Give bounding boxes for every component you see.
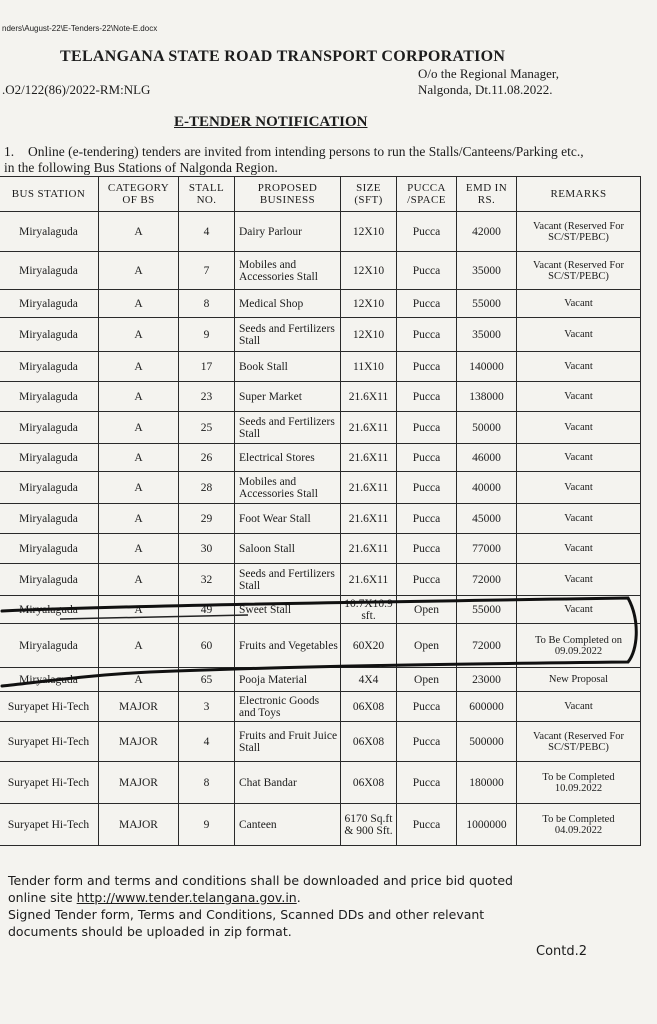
cell-size: 21.6X11 bbox=[341, 444, 397, 472]
cell-emd: 46000 bbox=[457, 444, 517, 472]
table-body bbox=[0, 212, 641, 846]
cell-stall-no: 4 bbox=[179, 722, 235, 762]
cell-station: Miryalaguda bbox=[0, 382, 99, 412]
table-row bbox=[0, 252, 641, 290]
cell-stall-no: 29 bbox=[179, 504, 235, 534]
cell-size: 12X10 bbox=[341, 212, 397, 252]
header-category: CATEGORY OF BS bbox=[99, 177, 179, 212]
cell-size: 10.7X10.9 sft. bbox=[341, 596, 397, 624]
cell-remarks: Vacant bbox=[517, 290, 641, 318]
cell-stall-no: 23 bbox=[179, 382, 235, 412]
intro-paragraph bbox=[4, 144, 594, 176]
cell-emd: 45000 bbox=[457, 504, 517, 534]
office-address bbox=[418, 66, 559, 98]
cell-pucca-space: Pucca bbox=[397, 534, 457, 564]
cell-remarks: To be Completed 10.09.2022 bbox=[517, 762, 641, 804]
cell-pucca-space: Pucca bbox=[397, 564, 457, 596]
table-row bbox=[0, 352, 641, 382]
cell-station: Miryalaguda bbox=[0, 352, 99, 382]
cell-remarks: Vacant (Reserved For SC/ST/PEBC) bbox=[517, 722, 641, 762]
cell-category: A bbox=[99, 318, 179, 352]
footer-line-3: Signed Tender form, Terms and Conditions, Scanned DDs and other relevant bbox=[8, 907, 485, 922]
cell-business: Dairy Parlour bbox=[235, 212, 341, 252]
cell-category: A bbox=[99, 624, 179, 668]
cell-business: Mobiles and Accessories Stall bbox=[235, 252, 341, 290]
cell-station: Miryalaguda bbox=[0, 624, 99, 668]
cell-category: A bbox=[99, 596, 179, 624]
cell-pucca-space: Pucca bbox=[397, 252, 457, 290]
table-row bbox=[0, 290, 641, 318]
header-stall-no: STALL NO. bbox=[179, 177, 235, 212]
table-row bbox=[0, 596, 641, 624]
cell-emd: 72000 bbox=[457, 564, 517, 596]
cell-business: Fruits and Fruit Juice Stall bbox=[235, 722, 341, 762]
cell-business: Electrical Stores bbox=[235, 444, 341, 472]
cell-station: Miryalaguda bbox=[0, 444, 99, 472]
cell-pucca-space: Pucca bbox=[397, 472, 457, 504]
cell-pucca-space: Open bbox=[397, 668, 457, 692]
office-line-1: O/o the Regional Manager, bbox=[418, 66, 559, 81]
table-row bbox=[0, 668, 641, 692]
office-line-2: Nalgonda, Dt.11.08.2022. bbox=[418, 82, 553, 97]
cell-business: Seeds and Fertilizers Stall bbox=[235, 564, 341, 596]
table-row bbox=[0, 624, 641, 668]
footer-line-1: Tender form and terms and conditions shall be downloaded and price bid quoted bbox=[8, 873, 513, 888]
table-row bbox=[0, 504, 641, 534]
cell-business: Foot Wear Stall bbox=[235, 504, 341, 534]
cell-stall-no: 7 bbox=[179, 252, 235, 290]
cell-stall-no: 49 bbox=[179, 596, 235, 624]
cell-size: 12X10 bbox=[341, 290, 397, 318]
cell-emd: 50000 bbox=[457, 412, 517, 444]
cell-pucca-space: Pucca bbox=[397, 412, 457, 444]
cell-size: 11X10 bbox=[341, 352, 397, 382]
cell-stall-no: 25 bbox=[179, 412, 235, 444]
cell-remarks: Vacant bbox=[517, 564, 641, 596]
cell-size: 21.6X11 bbox=[341, 412, 397, 444]
cell-category: A bbox=[99, 668, 179, 692]
cell-size: 06X08 bbox=[341, 692, 397, 722]
cell-size: 12X10 bbox=[341, 318, 397, 352]
cell-size: 21.6X11 bbox=[341, 534, 397, 564]
cell-business: Canteen bbox=[235, 804, 341, 846]
footer-prefix: online site bbox=[8, 890, 77, 905]
cell-business: Pooja Material bbox=[235, 668, 341, 692]
cell-pucca-space: Pucca bbox=[397, 722, 457, 762]
cell-stall-no: 9 bbox=[179, 318, 235, 352]
cell-stall-no: 8 bbox=[179, 290, 235, 318]
cell-business: Saloon Stall bbox=[235, 534, 341, 564]
table-row bbox=[0, 472, 641, 504]
cell-size: 21.6X11 bbox=[341, 382, 397, 412]
cell-remarks: Vacant bbox=[517, 352, 641, 382]
cell-station: Miryalaguda bbox=[0, 504, 99, 534]
cell-business: Book Stall bbox=[235, 352, 341, 382]
cell-emd: 72000 bbox=[457, 624, 517, 668]
cell-station: Miryalaguda bbox=[0, 472, 99, 504]
cell-emd: 35000 bbox=[457, 318, 517, 352]
cell-pucca-space: Pucca bbox=[397, 692, 457, 722]
cell-stall-no: 17 bbox=[179, 352, 235, 382]
cell-category: A bbox=[99, 564, 179, 596]
table-row bbox=[0, 444, 641, 472]
cell-category: A bbox=[99, 472, 179, 504]
cell-pucca-space: Pucca bbox=[397, 352, 457, 382]
cell-stall-no: 30 bbox=[179, 534, 235, 564]
cell-pucca-space: Open bbox=[397, 596, 457, 624]
cell-station: Miryalaguda bbox=[0, 212, 99, 252]
cell-emd: 77000 bbox=[457, 534, 517, 564]
cell-category: A bbox=[99, 352, 179, 382]
cell-remarks: Vacant bbox=[517, 596, 641, 624]
cell-business: Electronic Goods and Toys bbox=[235, 692, 341, 722]
header-pucca-space: PUCCA /SPACE bbox=[397, 177, 457, 212]
cell-pucca-space: Pucca bbox=[397, 382, 457, 412]
cell-remarks: Vacant bbox=[517, 412, 641, 444]
cell-emd: 55000 bbox=[457, 290, 517, 318]
cell-emd: 180000 bbox=[457, 762, 517, 804]
table-row bbox=[0, 564, 641, 596]
file-path-header: nders\August-22\E-Tenders-22\Note-E.docx bbox=[2, 24, 158, 33]
cell-remarks: To Be Completed on 09.09.2022 bbox=[517, 624, 641, 668]
cell-station: Miryalaguda bbox=[0, 412, 99, 444]
notification-heading: E-TENDER NOTIFICATION bbox=[174, 114, 368, 130]
cell-pucca-space: Pucca bbox=[397, 444, 457, 472]
cell-pucca-space: Pucca bbox=[397, 290, 457, 318]
cell-business: Seeds and Fertilizers Stall bbox=[235, 318, 341, 352]
cell-emd: 140000 bbox=[457, 352, 517, 382]
cell-stall-no: 3 bbox=[179, 692, 235, 722]
footer-line-4: documents should be uploaded in zip format. bbox=[8, 924, 292, 939]
cell-remarks: Vacant bbox=[517, 444, 641, 472]
table-header-row bbox=[0, 177, 641, 212]
table-row bbox=[0, 692, 641, 722]
intro-text: Online (e-tendering) tenders are invited from intending persons to run the Stalls/Canteens/Parking etc., in the following Bus Stations of Nalgonda Region. bbox=[4, 144, 584, 175]
cell-business: Seeds and Fertilizers Stall bbox=[235, 412, 341, 444]
cell-remarks: Vacant bbox=[517, 382, 641, 412]
cell-station: Miryalaguda bbox=[0, 596, 99, 624]
header-bus-station: BUS STATION bbox=[0, 177, 99, 212]
cell-business: Chat Bandar bbox=[235, 762, 341, 804]
cell-stall-no: 8 bbox=[179, 762, 235, 804]
cell-size: 12X10 bbox=[341, 252, 397, 290]
cell-size: 21.6X11 bbox=[341, 472, 397, 504]
cell-category: MAJOR bbox=[99, 692, 179, 722]
cell-emd: 600000 bbox=[457, 692, 517, 722]
cell-emd: 23000 bbox=[457, 668, 517, 692]
cell-station: Miryalaguda bbox=[0, 290, 99, 318]
tender-site-link[interactable]: http://www.tender.telangana.gov.in bbox=[76, 890, 297, 905]
cell-remarks: New Proposal bbox=[517, 668, 641, 692]
cell-business: Mobiles and Accessories Stall bbox=[235, 472, 341, 504]
cell-category: MAJOR bbox=[99, 762, 179, 804]
cell-remarks: Vacant bbox=[517, 504, 641, 534]
cell-business: Super Market bbox=[235, 382, 341, 412]
cell-emd: 40000 bbox=[457, 472, 517, 504]
cell-category: A bbox=[99, 290, 179, 318]
cell-category: MAJOR bbox=[99, 804, 179, 846]
cell-business: Sweet Stall bbox=[235, 596, 341, 624]
cell-category: A bbox=[99, 534, 179, 564]
cell-emd: 1000000 bbox=[457, 804, 517, 846]
cell-remarks: Vacant bbox=[517, 472, 641, 504]
header-size: SIZE (SFT) bbox=[341, 177, 397, 212]
cell-stall-no: 4 bbox=[179, 212, 235, 252]
cell-remarks: Vacant (Reserved For SC/ST/PEBC) bbox=[517, 252, 641, 290]
cell-remarks: To be Completed 04.09.2022 bbox=[517, 804, 641, 846]
cell-pucca-space: Pucca bbox=[397, 212, 457, 252]
cell-category: A bbox=[99, 252, 179, 290]
cell-size: 6170 Sq.ft & 900 Sft. bbox=[341, 804, 397, 846]
cell-stall-no: 32 bbox=[179, 564, 235, 596]
cell-emd: 55000 bbox=[457, 596, 517, 624]
reference-number: .O2/122(86)/2022-RM:NLG bbox=[2, 82, 151, 97]
cell-size: 21.6X11 bbox=[341, 564, 397, 596]
cell-station: Miryalaguda bbox=[0, 668, 99, 692]
cell-emd: 138000 bbox=[457, 382, 517, 412]
continued-marker: Contd.2 bbox=[536, 944, 588, 959]
cell-pucca-space: Pucca bbox=[397, 504, 457, 534]
cell-stall-no: 9 bbox=[179, 804, 235, 846]
footer-line-2 bbox=[8, 889, 608, 906]
cell-pucca-space: Pucca bbox=[397, 318, 457, 352]
cell-size: 4X4 bbox=[341, 668, 397, 692]
cell-emd: 42000 bbox=[457, 212, 517, 252]
cell-category: A bbox=[99, 412, 179, 444]
cell-station: Miryalaguda bbox=[0, 318, 99, 352]
table-row bbox=[0, 382, 641, 412]
cell-size: 06X08 bbox=[341, 722, 397, 762]
cell-stall-no: 65 bbox=[179, 668, 235, 692]
cell-pucca-space: Pucca bbox=[397, 804, 457, 846]
cell-business: Fruits and Vegetables bbox=[235, 624, 341, 668]
cell-remarks: Vacant (Reserved For SC/ST/PEBC) bbox=[517, 212, 641, 252]
cell-category: A bbox=[99, 212, 179, 252]
cell-station: Suryapet Hi-Tech bbox=[0, 692, 99, 722]
table-row bbox=[0, 534, 641, 564]
cell-emd: 500000 bbox=[457, 722, 517, 762]
header-business: PROPOSED BUSINESS bbox=[235, 177, 341, 212]
cell-station: Suryapet Hi-Tech bbox=[0, 762, 99, 804]
header-emd: EMD IN RS. bbox=[457, 177, 517, 212]
cell-remarks: Vacant bbox=[517, 534, 641, 564]
cell-remarks: Vacant bbox=[517, 692, 641, 722]
cell-category: A bbox=[99, 444, 179, 472]
cell-pucca-space: Open bbox=[397, 624, 457, 668]
header-remarks: REMARKS bbox=[517, 177, 641, 212]
cell-size: 60X20 bbox=[341, 624, 397, 668]
cell-category: A bbox=[99, 504, 179, 534]
cell-station: Miryalaguda bbox=[0, 564, 99, 596]
tender-table bbox=[0, 176, 641, 846]
cell-station: Miryalaguda bbox=[0, 534, 99, 564]
cell-remarks: Vacant bbox=[517, 318, 641, 352]
cell-station: Miryalaguda bbox=[0, 252, 99, 290]
cell-stall-no: 60 bbox=[179, 624, 235, 668]
cell-pucca-space: Pucca bbox=[397, 762, 457, 804]
cell-station: Suryapet Hi-Tech bbox=[0, 804, 99, 846]
cell-station: Suryapet Hi-Tech bbox=[0, 722, 99, 762]
cell-business: Medical Shop bbox=[235, 290, 341, 318]
table-row bbox=[0, 722, 641, 762]
cell-emd: 35000 bbox=[457, 252, 517, 290]
table-row bbox=[0, 804, 641, 846]
organization-title: TELANGANA STATE ROAD TRANSPORT CORPORATION bbox=[60, 48, 506, 65]
cell-size: 06X08 bbox=[341, 762, 397, 804]
table-row bbox=[0, 318, 641, 352]
cell-category: MAJOR bbox=[99, 722, 179, 762]
intro-number: 1. bbox=[4, 144, 15, 159]
cell-category: A bbox=[99, 382, 179, 412]
cell-size: 21.6X11 bbox=[341, 504, 397, 534]
footer-notes bbox=[8, 872, 608, 940]
table-row bbox=[0, 412, 641, 444]
cell-stall-no: 28 bbox=[179, 472, 235, 504]
footer-suffix: . bbox=[296, 890, 301, 905]
cell-stall-no: 26 bbox=[179, 444, 235, 472]
table-row bbox=[0, 762, 641, 804]
table-row bbox=[0, 212, 641, 252]
